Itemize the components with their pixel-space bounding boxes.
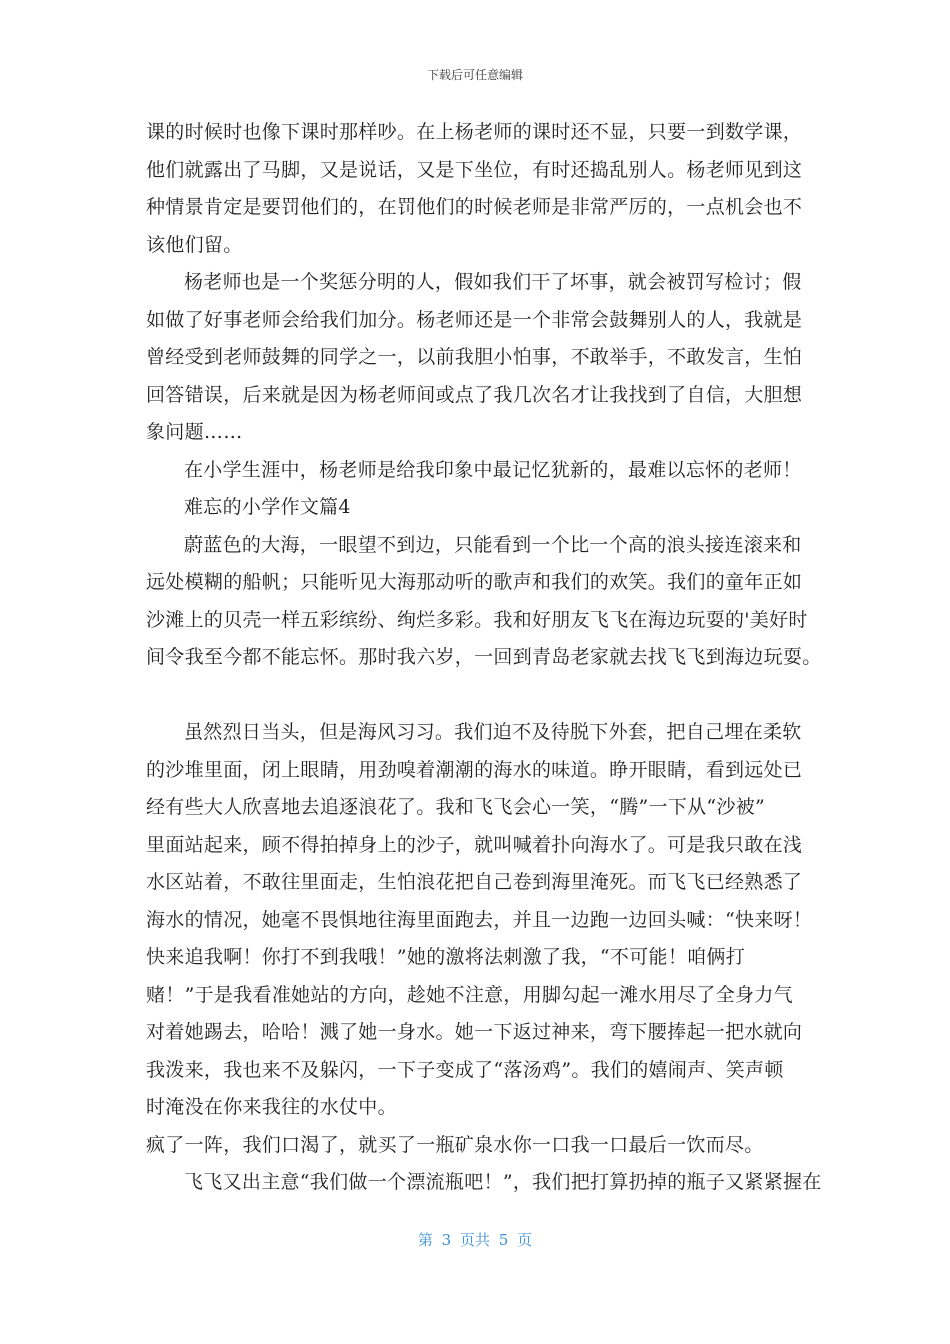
text-line: 回答错误，后来就是因为杨老师间或点了我几次名才让我找到了自信，大胆想 [146,383,803,406]
text-line: 远处模糊的船帆；只能听见大海那动听的歌声和我们的欢笑。我们的童年正如 [146,571,803,593]
text-line: 我泼来，我也来不及躲闪，一下子变成了“落汤鸡”。我们的嬉闹声、笑声顿 [146,1058,784,1081]
blank-line [146,677,806,715]
text-line: 虽然烈日当头，但是海风习习。我们迫不及待脱下外套，把自己埋在柔软 [184,721,802,743]
text-line: 赌！”于是我看准她站的方向，趁她不注意，用脚勾起一滩水用尽了全身力气 [146,983,793,1006]
text-line: 水区站着，不敢往里面走，生怕浪花把自己卷到海里淹死。而飞飞已经熟悉了 [146,871,803,893]
text-line: 间令我至今都不能忘怀。那时我六岁，一回到青岛老家就去找飞飞到海边玩耍。 [146,646,822,668]
text-line: 沙滩上的贝壳一样五彩缤纷、绚烂多彩。我和好朋友飞飞在海边玩耍的'美好时 [146,608,808,631]
text-line: 在小学生涯中，杨老师是给我印象中最记忆犹新的，最难以忘怀的老师！ [184,458,802,481]
text-line: 对着她踢去，哈哈！溅了她一身水。她一下返过神来，弯下腰捧起一把水就向 [146,1021,803,1043]
text-line: 他们就露出了马脚，又是说话，又是下坐位，有时还捣乱别人。杨老师见到这 [146,158,803,181]
text-line: 课的时候时也像下课时那样吵。在上杨老师的课时还不显，只要一到数学课， [146,121,803,143]
document-body [146,114,822,1239]
text-line: 里面站起来，顾不得拍掉身上的沙子，就叫喊着扑向海水了。可是我只敢在浅 [146,833,803,856]
page-header: 下载后可任意编辑 [426,68,523,82]
page-footer: 第 3 页共 5 页 [417,1231,533,1249]
text-line: 杨老师也是一个奖惩分明的人，假如我们干了坏事，就会被罚写检讨；假 [184,271,802,293]
text-line: 时淹没在你来我往的水仗中。 [146,1096,397,1118]
section-heading: 难忘的小学作文篇4 [184,496,351,518]
text-line: 疯了一阵，我们口渴了，就买了一瓶矿泉水你一口我一口最后一饮而尽。 [146,1133,764,1156]
text-line: 种情景肯定是要罚他们的，在罚他们的时候老师是非常严厉的，一点机会也不 [146,196,803,218]
text-line: 海水的情况，她毫不畏惧地往海里面跑去，并且一边跑一边回头喊：“快来呀！ [146,908,813,931]
text-line: 飞飞又出主意“我们做一个漂流瓶吧！”，我们把打算扔掉的瓶子又紧紧握在 [184,1171,822,1193]
text-line: 该他们留。 [146,233,243,256]
text-line: 蔚蓝色的大海，一眼望不到边，只能看到一个比一个高的浪头接连滚来和 [184,533,802,556]
text-line: 快来追我啊！你打不到我哦！”她的激将法刺激了我，“不可能！咱俩打 [146,946,746,968]
text-line: 象问题…… [146,421,243,443]
text-line: 曾经受到老师鼓舞的同学之一，以前我胆小怕事，不敢举手，不敢发言，生怕 [146,346,803,368]
text-line: 如做了好事老师会给我们加分。杨老师还是一个非常会鼓舞别人的人，我就是 [146,308,803,331]
text-line: 经有些大人欣喜地去追逐浪花了。我和飞飞会心一笑，“腾”一下从“沙被” [146,796,766,818]
text-line: 的沙堆里面，闭上眼睛，用劲嗅着潮潮的海水的味道。睁开眼睛，看到远处已 [146,758,803,781]
